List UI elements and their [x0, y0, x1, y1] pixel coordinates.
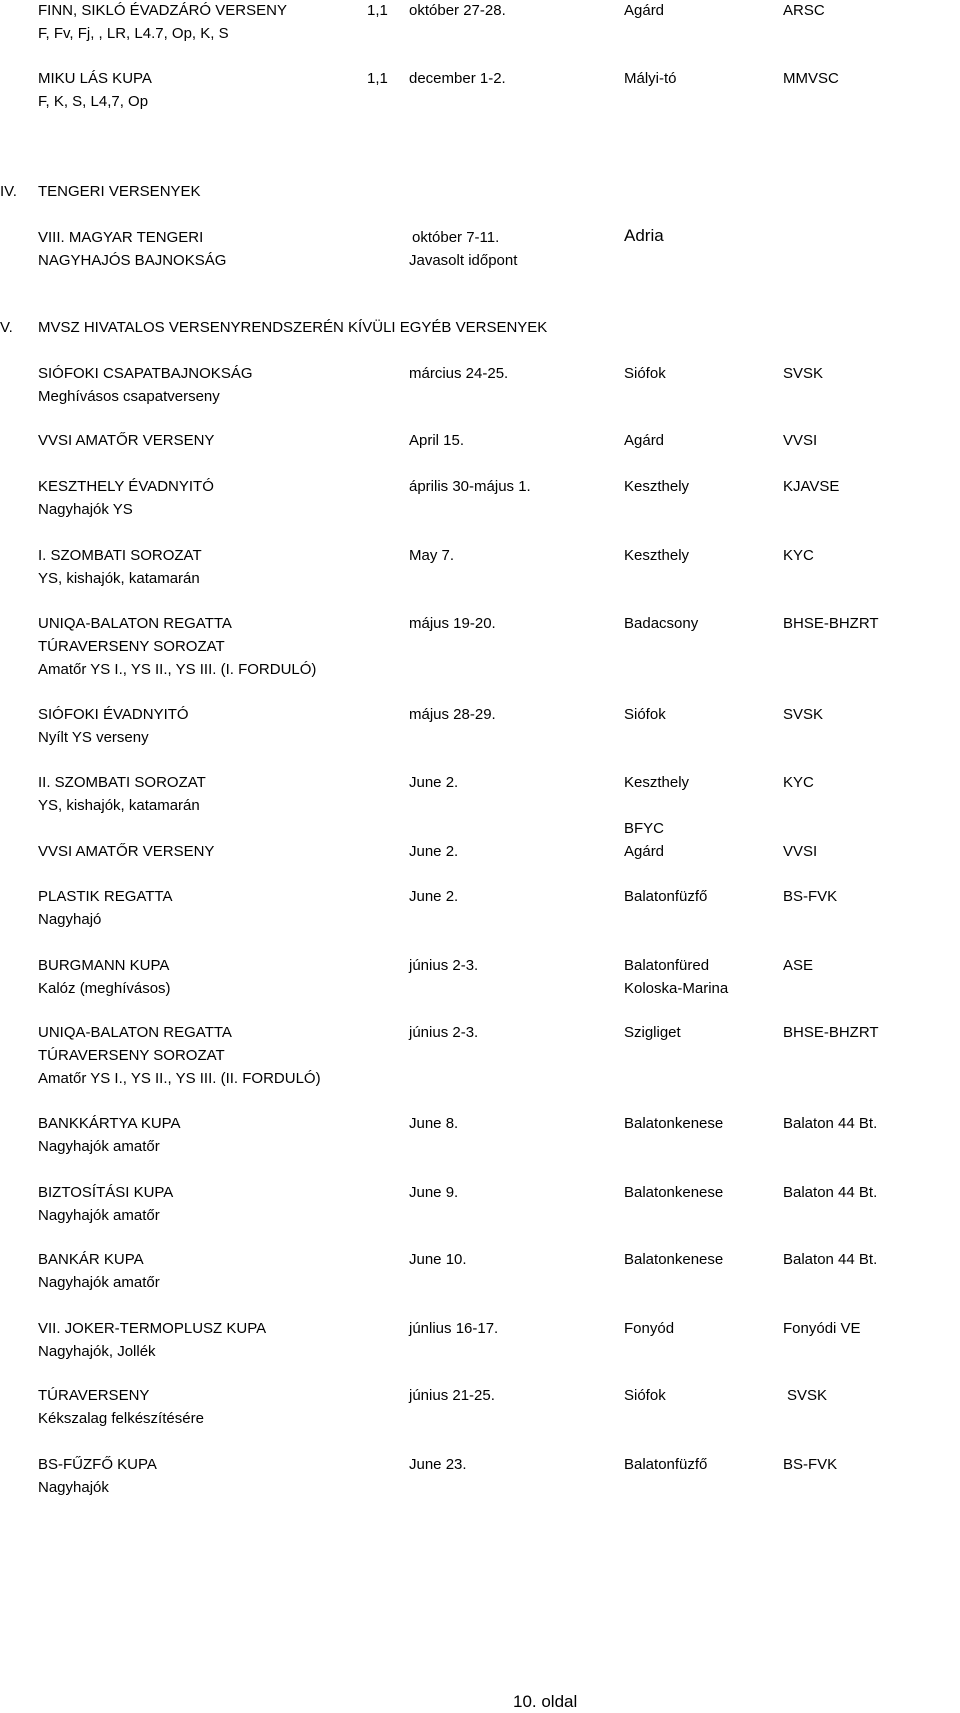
finn-classes: F, Fv, Fj, , LR, L4.7, Op, K, S: [38, 25, 229, 42]
biztositasi-place: Balatonkenese: [624, 1184, 724, 1201]
sec4-number: IV.: [0, 183, 17, 200]
sec4-title: TENGERI VERSENYEK: [38, 183, 201, 200]
vvsi2-date: June 2.: [409, 843, 459, 860]
finn-org: ARSC: [783, 2, 825, 19]
finn-name: FINN, SIKLÓ ÉVADZÁRÓ VERSENY: [38, 2, 287, 19]
burgmann-name: BURGMANN KUPA: [38, 957, 170, 974]
bankar-date: June 10.: [409, 1251, 467, 1268]
tengeri-name: VIII. MAGYAR TENGERI: [38, 229, 204, 246]
bankar-org: Balaton 44 Bt.: [783, 1251, 878, 1268]
szombati1-name: I. SZOMBATI SOROZAT: [38, 547, 202, 564]
joker-name: VII. JOKER-TERMOPLUSZ KUPA: [38, 1320, 267, 1337]
finn-factor: 1,1: [367, 2, 388, 19]
vvsi1-org: VVSI: [783, 432, 818, 449]
bankkartya-name: BANKKÁRTYA KUPA: [38, 1115, 181, 1132]
szombati2-name: II. SZOMBATI SOROZAT: [38, 774, 206, 791]
plastik-name: PLASTIK REGATTA: [38, 888, 173, 905]
joker-date: júnlius 16-17.: [409, 1320, 499, 1337]
uniqa2-org: BHSE-BHZRT: [783, 1024, 879, 1041]
tengeri-note: Javasolt időpont: [409, 252, 518, 269]
siofok-evad-date: május 28-29.: [409, 706, 496, 723]
finn-place: Agárd: [624, 2, 665, 19]
page-number: 10. oldal: [513, 1692, 578, 1711]
siofok-evad-place: Siófok: [624, 706, 666, 723]
bsfuzfo-desc: Nagyhajók: [38, 1479, 109, 1496]
szombati1-org: KYC: [783, 547, 814, 564]
bankkartya-org: Balaton 44 Bt.: [783, 1115, 878, 1132]
tengeri-date: október 7-11.: [412, 229, 500, 246]
tura-desc: Kékszalag felkészítésére: [38, 1410, 204, 1427]
bankkartya-place: Balatonkenese: [624, 1115, 724, 1132]
vvsi1-place: Agárd: [624, 432, 665, 449]
keszthely-date: április 30-május 1.: [409, 478, 531, 495]
bankar-desc: Nagyhajók amatőr: [38, 1274, 160, 1291]
keszthely-org: KJAVSE: [783, 478, 840, 495]
joker-desc: Nagyhajók, Jollék: [38, 1343, 156, 1360]
plastik-org: BS-FVK: [783, 888, 838, 905]
uniqa2-desc: Amatőr YS I., YS II., YS III. (II. FORDULÓ): [38, 1070, 321, 1087]
uniqa1-desc: Amatőr YS I., YS II., YS III. (I. FORDULÓ): [38, 661, 317, 678]
biztositasi-org: Balaton 44 Bt.: [783, 1184, 878, 1201]
siofok-evad-org: SVSK: [783, 706, 824, 723]
siofok-csapat-date: március 24-25.: [409, 365, 509, 382]
uniqa1-place: Badacsony: [624, 615, 699, 632]
szombati2-date: June 2.: [409, 774, 459, 791]
siofok-evad-desc: Nyílt YS verseny: [38, 729, 149, 746]
biztositasi-desc: Nagyhajók amatőr: [38, 1207, 160, 1224]
bankkartya-date: June 8.: [409, 1115, 459, 1132]
uniqa1-name2: TÚRAVERSENY SOROZAT: [38, 638, 225, 655]
keszthely-desc: Nagyhajók YS: [38, 501, 133, 518]
bankar-place: Balatonkenese: [624, 1251, 724, 1268]
finn-date: október 27-28.: [409, 2, 506, 19]
mikulas-date: december 1-2.: [409, 70, 506, 87]
mikulas-place: Mályi-tó: [624, 70, 677, 87]
plastik-desc: Nagyhajó: [38, 911, 102, 928]
uniqa1-date: május 19-20.: [409, 615, 496, 632]
mikulas-factor: 1,1: [367, 70, 388, 87]
szombati2-desc: YS, kishajók, katamarán: [38, 797, 200, 814]
biztositasi-name: BIZTOSÍTÁSI KUPA: [38, 1184, 174, 1201]
biztositasi-date: June 9.: [409, 1184, 459, 1201]
vvsi2-org: VVSI: [783, 843, 818, 860]
burgmann-org: ASE: [783, 957, 814, 974]
bfyc-note: BFYC: [624, 820, 665, 837]
bankkartya-desc: Nagyhajók amatőr: [38, 1138, 160, 1155]
burgmann-desc: Kalóz (meghívásos): [38, 980, 171, 997]
siofok-csapat-desc: Meghívásos csapatverseny: [38, 388, 220, 405]
bsfuzfo-name: BS-FŰZFŐ KUPA: [38, 1456, 157, 1473]
uniqa2-place: Szigliget: [624, 1024, 681, 1041]
mikulas-org: MMVSC: [783, 70, 839, 87]
burgmann-place2: Koloska-Marina: [624, 980, 729, 997]
keszthely-place: Keszthely: [624, 478, 690, 495]
tura-place: Siófok: [624, 1387, 666, 1404]
mikulas-classes: F, K, S, L4,7, Op: [38, 93, 149, 110]
vvsi2-place: Agárd: [624, 843, 665, 860]
uniqa2-date: június 2-3.: [409, 1024, 479, 1041]
bsfuzfo-date: June 23.: [409, 1456, 467, 1473]
sec5-title: MVSZ HIVATALOS VERSENYRENDSZERÉN KÍVÜLI EGYÉB VERSENYEK: [38, 319, 548, 336]
tura-date: június 21-25.: [409, 1387, 495, 1404]
siofok-csapat-org: SVSK: [783, 365, 824, 382]
siofok-csapat-name: SIÓFOKI CSAPATBAJNOKSÁG: [38, 365, 253, 382]
vvsi1-date: April 15.: [409, 432, 465, 449]
uniqa1-name: UNIQA-BALATON REGATTA: [38, 615, 232, 632]
uniqa2-name: UNIQA-BALATON REGATTA: [38, 1024, 232, 1041]
vvsi1-name: VVSI AMATŐR VERSENY: [38, 432, 215, 449]
tengeri-place: Adria: [624, 226, 664, 245]
vvsi2-name: VVSI AMATŐR VERSENY: [38, 843, 215, 860]
szombati2-org: KYC: [783, 774, 814, 791]
siofok-csapat-place: Siófok: [624, 365, 666, 382]
sec5-number: V.: [0, 319, 13, 336]
keszthely-name: KESZTHELY ÉVADNYITÓ: [38, 478, 214, 495]
burgmann-date: június 2-3.: [409, 957, 479, 974]
bsfuzfo-place: Balatonfüzfő: [624, 1456, 708, 1473]
tura-name: TÚRAVERSENY: [38, 1387, 150, 1404]
burgmann-place: Balatonfüred: [624, 957, 710, 974]
joker-org: Fonyódi VE: [783, 1320, 861, 1337]
plastik-place: Balatonfüzfő: [624, 888, 708, 905]
szombati1-date: May 7.: [409, 547, 455, 564]
mikulas-name: MIKU LÁS KUPA: [38, 70, 152, 87]
bsfuzfo-org: BS-FVK: [783, 1456, 838, 1473]
tengeri-name2: NAGYHAJÓS BAJNOKSÁG: [38, 252, 227, 269]
szombati1-place: Keszthely: [624, 547, 690, 564]
siofok-evad-name: SIÓFOKI ÉVADNYITÓ: [38, 706, 189, 723]
szombati2-place: Keszthely: [624, 774, 690, 791]
uniqa1-org: BHSE-BHZRT: [783, 615, 879, 632]
tura-org: SVSK: [787, 1387, 828, 1404]
szombati1-desc: YS, kishajók, katamarán: [38, 570, 200, 587]
bankar-name: BANKÁR KUPA: [38, 1251, 144, 1268]
plastik-date: June 2.: [409, 888, 459, 905]
joker-place: Fonyód: [624, 1320, 675, 1337]
uniqa2-name2: TÚRAVERSENY SOROZAT: [38, 1047, 225, 1064]
